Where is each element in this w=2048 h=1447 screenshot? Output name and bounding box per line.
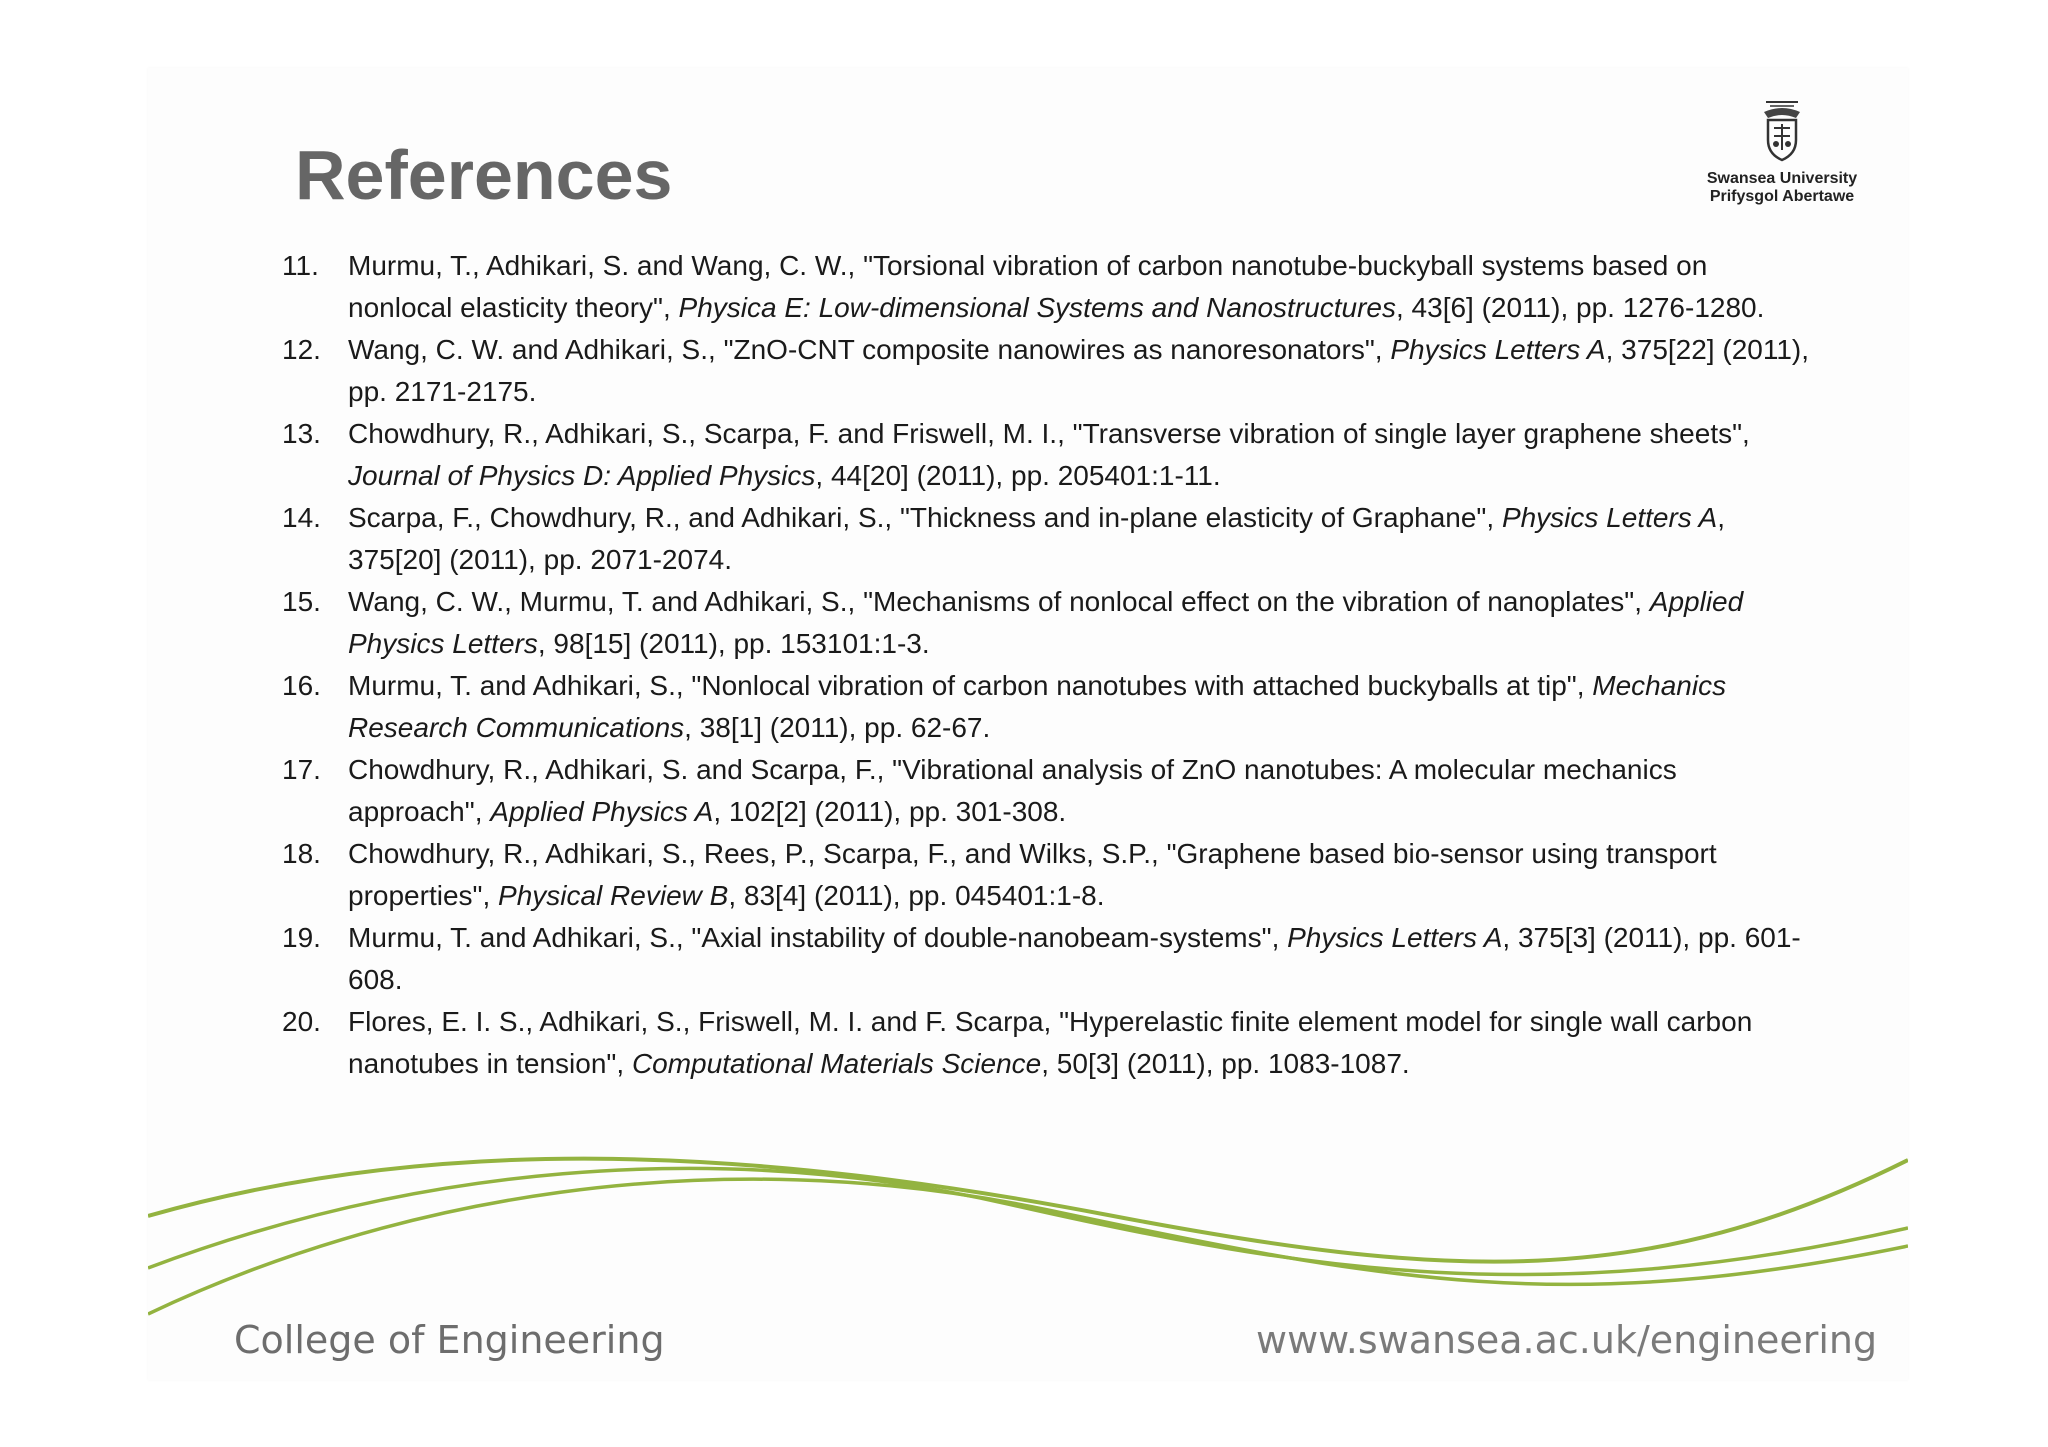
reference-authors-title: Murmu, T. and Adhikari, S., "Nonlocal vibration of carbon nanotubes with attached buckyballs at tip", <box>348 670 1593 701</box>
reference-item <box>282 413 1812 497</box>
reference-volume-pages: , 375[20] (2011), pp. 2071-2074. <box>348 502 1725 575</box>
reference-journal: Mechanics Research Communications <box>348 670 1727 743</box>
reference-journal: Physics Letters A <box>1390 334 1606 365</box>
reference-item <box>282 749 1812 833</box>
reference-number: 15. <box>282 586 321 617</box>
reference-item <box>282 665 1812 749</box>
reference-journal: Applied Physics Letters <box>348 586 1744 659</box>
reference-journal: Physica E: Low-dimensional Systems and Nanostructures <box>678 292 1396 323</box>
reference-authors-title: Chowdhury, R., Adhikari, S. and Scarpa, F., "Vibrational analysis of ZnO nanotubes: A molecular mechanics approach", <box>348 754 1677 827</box>
university-crest-icon <box>1756 98 1808 164</box>
reference-number: 12. <box>282 334 321 365</box>
reference-journal: Physical Review B <box>498 880 729 911</box>
reference-item <box>282 245 1812 329</box>
reference-volume-pages: , 43[6] (2011), pp. 1276-1280. <box>1395 292 1765 323</box>
reference-number: 16. <box>282 670 321 701</box>
reference-authors-title: Flores, E. I. S., Adhikari, S., Friswell, M. I. and F. Scarpa, "Hyperelastic finite element model for single wall carbon nanotubes in tension", <box>348 1006 1753 1079</box>
reference-number: 14. <box>282 502 321 533</box>
reference-authors-title: Chowdhury, R., Adhikari, S., Rees, P., Scarpa, F., and Wilks, S.P., "Graphene based bio-sensor using transport properties", <box>348 838 1717 911</box>
reference-volume-pages: , 375[22] (2011), pp. 2171-2175. <box>348 334 1810 407</box>
reference-authors-title: Scarpa, F., Chowdhury, R., and Adhikari, S., "Thickness and in-plane elasticity of Graphane", <box>348 502 1502 533</box>
reference-number: 11. <box>282 250 319 281</box>
reference-volume-pages: , 83[4] (2011), pp. 045401:1-8. <box>728 880 1105 911</box>
reference-number: 18. <box>282 838 321 869</box>
reference-volume-pages: , 375[3] (2011), pp. 601-608. <box>348 922 1801 995</box>
footer-website-link[interactable]: www.swansea.ac.uk/engineering <box>1256 1318 1878 1362</box>
reference-journal: Applied Physics A <box>490 796 714 827</box>
reference-item <box>282 581 1812 665</box>
reference-item <box>282 917 1812 1001</box>
reference-item <box>282 1001 1812 1085</box>
logo-line-english: Swansea University <box>1706 170 1858 187</box>
reference-number: 20. <box>282 1006 321 1037</box>
reference-item <box>282 833 1812 917</box>
reference-authors-title: Chowdhury, R., Adhikari, S., Scarpa, F. and Friswell, M. I., "Transverse vibration of single layer graphene sheets", <box>348 418 1750 449</box>
reference-number: 19. <box>282 922 321 953</box>
reference-authors-title: Wang, C. W., Murmu, T. and Adhikari, S., "Mechanisms of nonlocal effect on the vibration of nanoplates", <box>348 586 1650 617</box>
logo-line-welsh: Prifysgol Abertawe <box>1709 188 1855 205</box>
reference-volume-pages: , 38[1] (2011), pp. 62-67. <box>684 712 991 743</box>
reference-volume-pages: , 98[15] (2011), pp. 153101:1-3. <box>537 628 930 659</box>
decorative-wave-lines <box>148 1140 1908 1340</box>
university-logo <box>1692 98 1872 206</box>
reference-item <box>282 329 1812 413</box>
reference-authors-title: Murmu, T. and Adhikari, S., "Axial instability of double-nanobeam-systems", <box>348 922 1288 953</box>
reference-number: 13. <box>282 418 321 449</box>
reference-journal: Physics Letters A <box>1501 502 1718 533</box>
reference-authors-title: Wang, C. W. and Adhikari, S., "ZnO-CNT composite nanowires as nanoresonators", <box>348 334 1391 365</box>
reference-volume-pages: , 50[3] (2011), pp. 1083-1087. <box>1041 1048 1410 1079</box>
footer-college-name: College of Engineering <box>234 1318 665 1362</box>
reference-number: 17. <box>282 754 321 785</box>
reference-journal: Computational Materials Science <box>631 1048 1042 1079</box>
reference-volume-pages: , 44[20] (2011), pp. 205401:1-11. <box>815 460 1221 491</box>
reference-item <box>282 497 1812 581</box>
reference-journal: Physics Letters A <box>1287 922 1503 953</box>
reference-volume-pages: , 102[2] (2011), pp. 301-308. <box>713 796 1067 827</box>
page-title: References <box>295 136 673 214</box>
reference-list <box>282 245 1812 1085</box>
reference-journal: Journal of Physics D: Applied Physics <box>348 460 816 491</box>
reference-authors-title: Murmu, T., Adhikari, S. and Wang, C. W., "Torsional vibration of carbon nanotube-buckyball systems based on nonlocal elasticity theory", <box>348 250 1708 323</box>
